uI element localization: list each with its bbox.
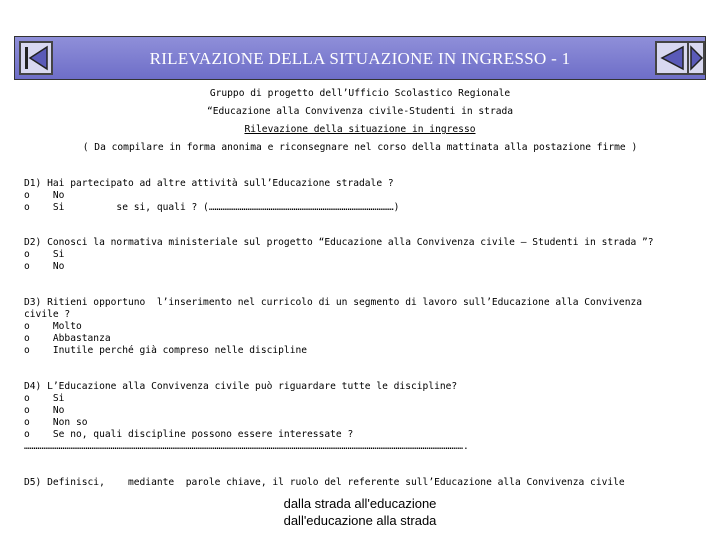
question-d4: D4) L’Educazione alla Convivenza civile può riguardare tutte le discipline? [24, 381, 458, 392]
intro-line-1: Gruppo di progetto dell’Ufficio Scolastico Regionale [209, 88, 511, 99]
question-d2: D2) Conosci la normativa ministeriale sul progetto “Educazione alla Convivenza civile – Studenti in strada ”? [24, 237, 654, 248]
d4-option-si: o Si [24, 393, 65, 404]
intro-line-3: Rilevazione della situazione in ingresso [244, 124, 476, 135]
question-d3-line2: civile ? [24, 309, 71, 320]
d4-option-non-so: o Non so [24, 417, 88, 428]
d2-option-si: o Si [24, 249, 65, 260]
slide-title: RILEVAZIONE DELLA SITUAZIONE IN INGRESSO - 1 [149, 49, 571, 68]
d4-option-no: o No [24, 405, 65, 416]
previous-slide-button[interactable] [655, 41, 689, 75]
d1-option-no: o No [24, 190, 65, 201]
question-d3-line1: D3) Ritieni opportuno l’inserimento nel curricolo di un segmento di lavoro sull’Educazione alla Convivenza [24, 297, 643, 308]
next-slide-icon [689, 43, 703, 73]
next-slide-button[interactable] [687, 41, 705, 75]
question-d5: D5) Definisci, mediante parole chiave, il ruolo del referente sull’Educazione alla Convivenza civile [24, 477, 625, 488]
d4-answer-dots: …………………………………………………………………………………………………………………………………………………………………………………………………………. [24, 441, 469, 452]
d4-option-se-no: o Se no, quali discipline possono essere interessate ? [24, 429, 354, 440]
first-slide-button[interactable] [19, 41, 53, 75]
title-bar [14, 36, 706, 80]
question-d1: D1) Hai partecipato ad altre attività sull’Educazione stradale ? [24, 178, 394, 189]
d3-option-inutile: o Inutile perché già compreso nelle discipline [24, 345, 308, 356]
d3-option-abbastanza: o Abbastanza [24, 333, 111, 344]
d1-option-si: o Si se si, quali ? (……………………………………………………………………………………) [24, 202, 400, 213]
d2-option-no: o No [24, 261, 65, 272]
previous-slide-icon [657, 43, 687, 73]
footer-line-1: dalla strada all'educazione [283, 496, 437, 511]
footer-line-2: dall'educazione alla strada [283, 513, 437, 528]
first-slide-icon [21, 43, 51, 73]
intro-line-2: “Educazione alla Convivenza civile-Studenti in strada [206, 106, 514, 117]
intro-line-4: ( Da compilare in forma anonima e riconsegnare nel corso della mattinata alla postazione firme ) [82, 142, 638, 153]
d3-option-molto: o Molto [24, 321, 82, 332]
